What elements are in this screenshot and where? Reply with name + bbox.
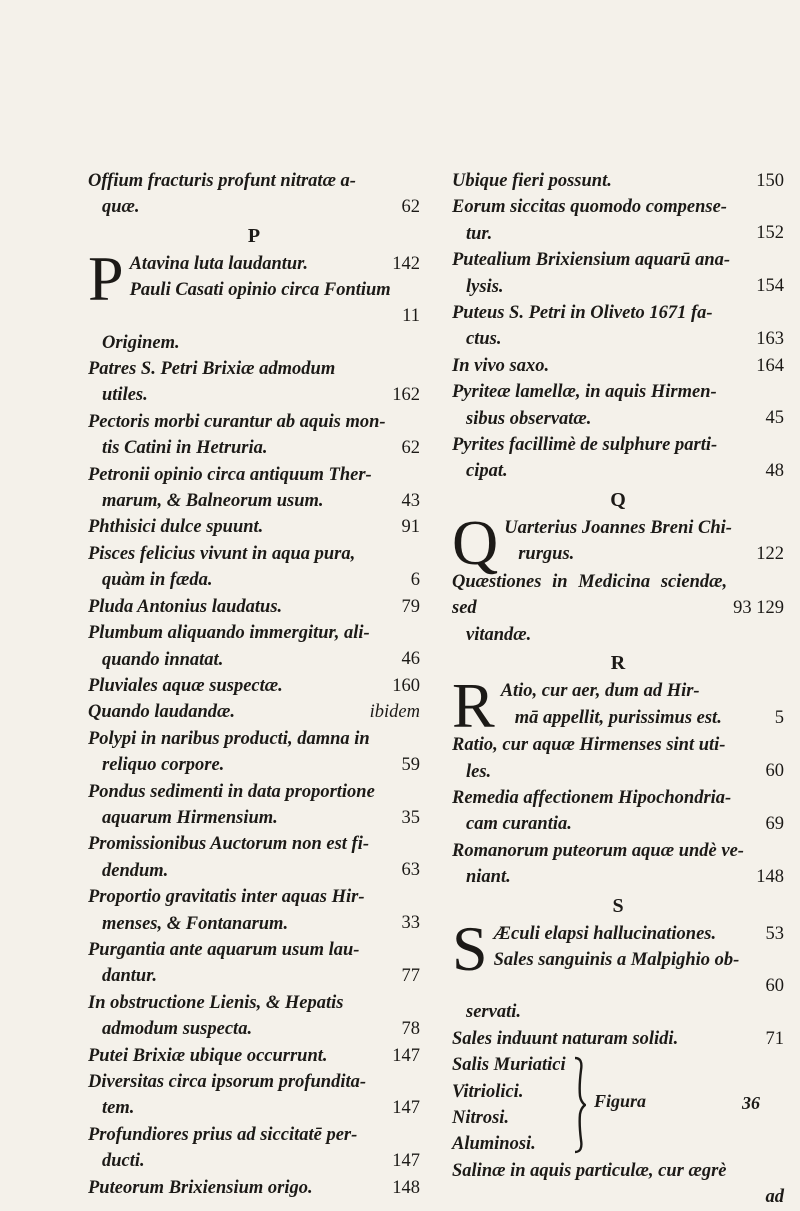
index-entry: 69 Remedia affectionem Hipochondria- cam curantia.	[452, 787, 784, 835]
index-entry: R Atio, cur aer, dum ad Hir- 5 mā appellit, purissimus est.	[452, 670, 784, 742]
index-entry: 91 Phthisici dulce spuunt.	[88, 517, 420, 538]
index-entry: 147 Diversitas circa ipsorum profundita- tem.	[88, 1072, 420, 1119]
index-entry: 147 Putei Brixiæ ubique occurrunt.	[88, 1045, 420, 1066]
section-letter-q: Q	[610, 488, 626, 511]
index-entry: 63 Promissionibus Auctorum non est fi- dendum.	[88, 834, 420, 881]
index-entry: 147 Profundiores prius ad siccitatē per- ducti.	[88, 1124, 420, 1172]
index-entry: Salinæ in aquis particulæ, cur ægrè ad	[452, 1160, 784, 1208]
index-column-left	[88, 168, 420, 1201]
index-entry: 59 Polypi in naribus producti, damna in reliquo corpore.	[88, 728, 420, 776]
index-entry: 148 Romanorum puteorum aquæ undè ve- niant.	[452, 840, 784, 888]
index-entry: 45 Pyriteæ lamellæ, in aquis Hirmen- sibus observatæ.	[452, 382, 784, 429]
index-entry: 163 Puteus S. Petri in Oliveto 1671 fa- ctus.	[452, 303, 784, 350]
drop-cap: S	[452, 912, 488, 984]
index-column-right	[452, 168, 784, 1211]
index-entry: 162 Patres S. Petri Brixiæ admodum utiles.	[88, 359, 420, 406]
index-entry: 6 Pisces felicius vivunt in aqua pura, quàm in fæda.	[88, 543, 420, 591]
index-entry: 62 Offium fracturis profunt nitratæ a- quæ.	[88, 171, 420, 218]
index-entry: 79 Pluda Antonius laudatus.	[88, 596, 420, 617]
index-entry: 46 Plumbum aliquando immergitur, ali- quando innatat.	[88, 623, 420, 670]
index-entry: ibidem Quando laudandæ.	[88, 702, 420, 723]
index-entry: 35 Pondus sedimenti in data proportione aquarum Hirmensium.	[88, 781, 420, 828]
section-letter-r: R	[610, 652, 626, 675]
index-entry: S 53 Æculi elapsi hallucinationes. 60 Sales sanguinis a Malpighio ob- servati.	[452, 912, 784, 1023]
index-entry: 148 Puteorum Brixiensium origo.	[88, 1177, 420, 1198]
figura-group: Salis Muriatici Vitriolici. Nitrosi. Aluminosi. Figura 36	[452, 1055, 760, 1155]
drop-cap: P	[88, 242, 124, 314]
index-entry: 154 Putealium Brixiensium aquarū ana- lysis.	[452, 250, 784, 297]
index-entry: 77 Purgantia ante aquarum usum lau- dantur.	[88, 939, 420, 987]
index-entry: 160 Pluviales aquæ suspectæ.	[88, 675, 420, 696]
section-letter-s: S	[612, 894, 624, 917]
index-entry: 78 In obstructione Lienis, & Hepatis admodum suspecta.	[88, 992, 420, 1040]
index-entry: 60 Ratio, cur aquæ Hirmenses sint uti- les.	[452, 735, 784, 782]
figura-page: 36	[742, 1093, 760, 1114]
drop-cap: R	[452, 670, 495, 742]
index-entry: 93 129 Quæstiones in Medicina sciendæ, sed vitandæ.	[452, 571, 784, 645]
index-entry: 33 Proportio gravitatis inter aquas Hir- menses, & Fontanarum.	[88, 887, 420, 934]
index-entry: P 142 Atavina luta laudantur. 11 Pauli Casati opinio circa Fontium Originem.	[88, 242, 420, 353]
drop-cap: Q	[452, 506, 499, 578]
index-entry: 62 Pectoris morbi curantur ab aquis mon- tis Catini in Hetruria.	[88, 411, 420, 459]
figura-label: Figura	[594, 1091, 647, 1112]
section-letter-p: P	[247, 224, 261, 247]
index-entry: 150 Ubique fieri possunt.	[452, 171, 784, 191]
index-entry: 71 Sales induunt naturam solidi.	[452, 1028, 784, 1049]
index-entry: 152 Eorum siccitas quomodo compense- tur.	[452, 197, 784, 244]
index-entry: 48 Pyrites facillimè de sulphure parti- cipat.	[452, 435, 784, 482]
index-entry: Q Uarterius Joannes Breni Chi- 122 rurgus.	[452, 506, 784, 578]
brace-icon	[572, 1056, 586, 1154]
index-entry: 43 Petronii opinio circa antiquum Ther- marum, & Balneorum usum.	[88, 464, 420, 512]
index-entry: 164 In vivo saxo.	[452, 355, 784, 376]
